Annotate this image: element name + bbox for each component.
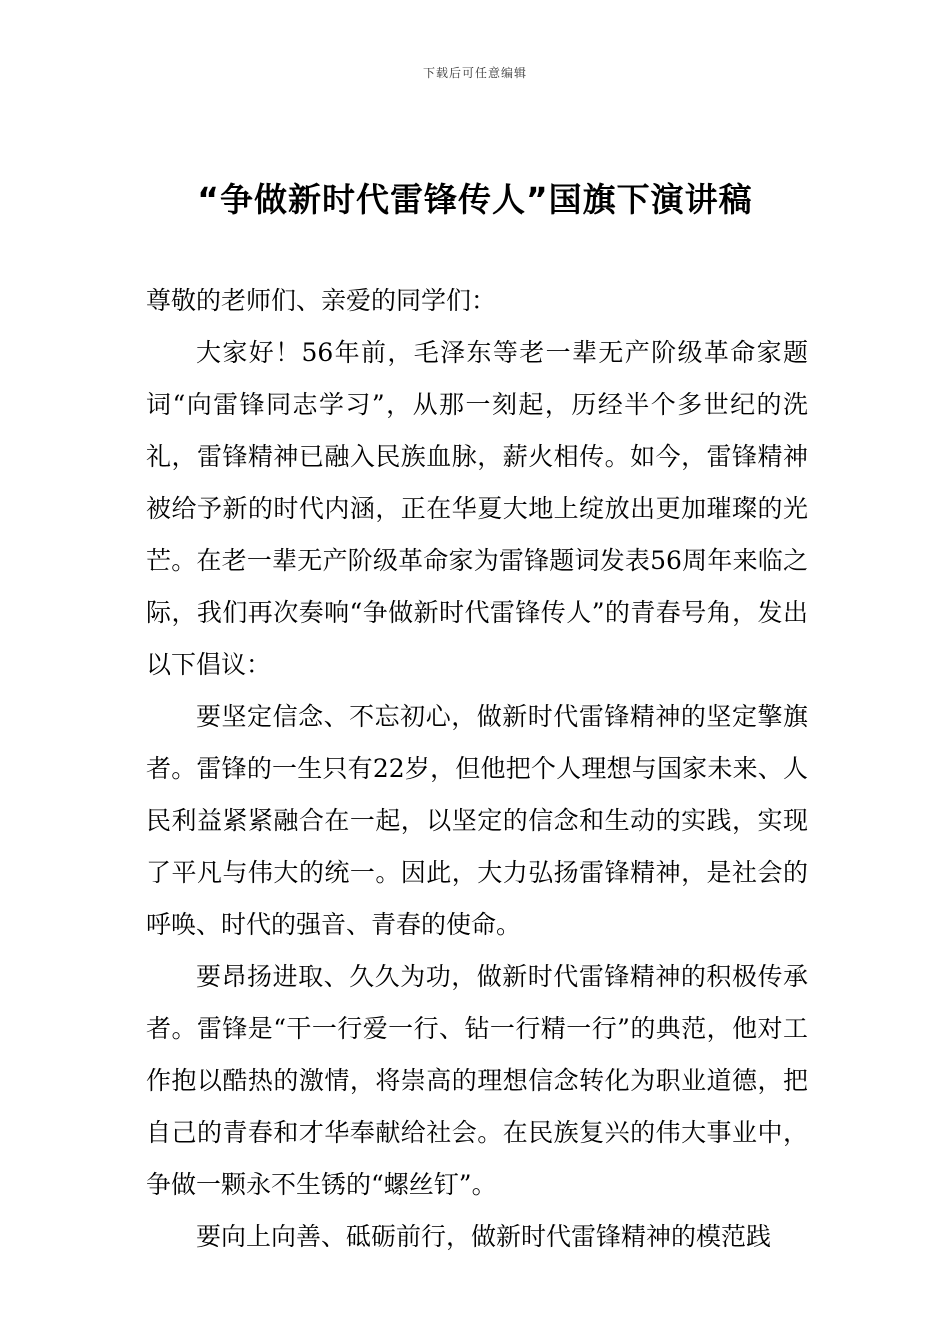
- paragraph-2: 要坚定信念、不忘初心，做新时代雷锋精神的坚定擎旗者。雷锋的一生只有22岁，但他把个人理想与国家未来、人民利益紧紧融合在一起，以坚定的信念和生动的实践，实现了平凡与伟大的统一。因此，大力弘扬雷锋精神，是社会的呼唤、时代的强音、青春的使命。: [146, 702, 808, 939]
- salutation: 尊敬的老师们、亲爱的同学们：: [146, 286, 497, 315]
- paragraph-4: 要向上向善、砥砺前行，做新时代雷锋精神的模范践: [196, 1222, 772, 1251]
- document-title: “争做新时代雷锋传人”国旗下演讲稿: [197, 180, 753, 219]
- document-body: [146, 275, 808, 1263]
- paragraph-1: 大家好！56年前，毛泽东等老一辈无产阶级革命家题词“向雷锋同志学习”，从那一刻起，历经半个多世纪的洗礼，雷锋精神已融入民族血脉，薪火相传。如今，雷锋精神被给予新的时代内涵，正在华夏大地上绽放出更加璀璨的光芒。在老一辈无产阶级革命家为雷锋题词发表56周年来临之际，我们再次奏响“争做新时代雷锋传人”的青春号角，发出以下倡议：: [146, 338, 808, 679]
- header-note: 下载后可任意编辑: [422, 66, 527, 80]
- paragraph-3: 要昂扬进取、久久为功，做新时代雷锋精神的积极传承者。雷锋是“干一行爱一行、钻一行精一行”的典范，他对工作抱以酷热的激情，将崇高的理想信念转化为职业道德，把自己的青春和才华奉献给社会。在民族复兴的伟大事业中，争做一颗永不生锈的“螺丝钉”。: [146, 962, 808, 1199]
